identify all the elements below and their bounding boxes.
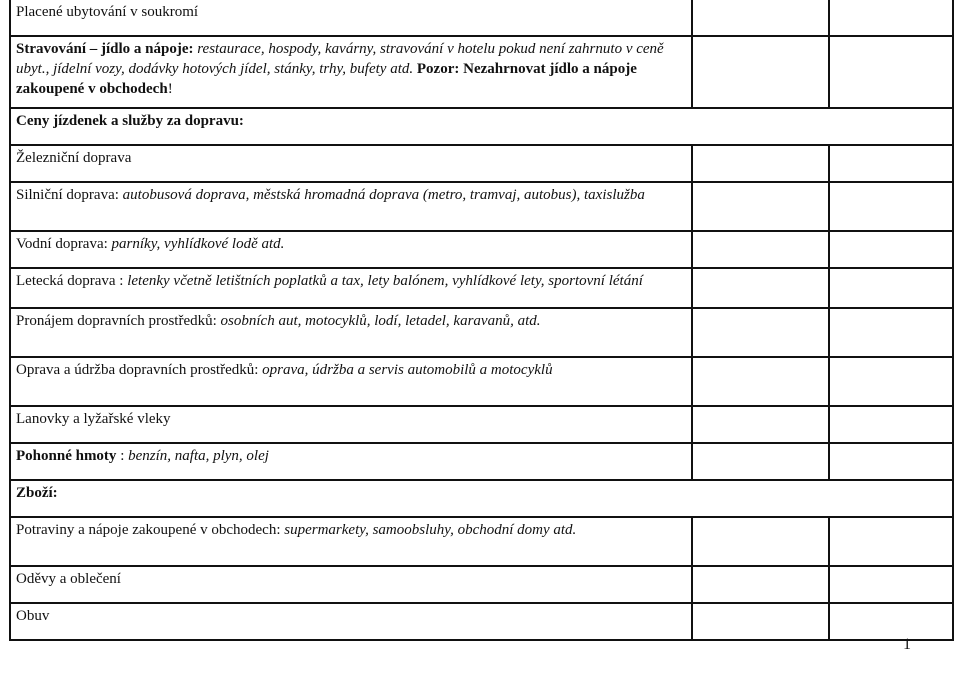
row-label-text: Pronájem dopravních prostředků: bbox=[16, 313, 217, 329]
row-label-text: Pohonné hmoty bbox=[16, 448, 117, 464]
row-label-clip bbox=[16, 271, 686, 305]
value-cell-1[interactable] bbox=[692, 36, 829, 108]
value-cell-1[interactable] bbox=[692, 145, 829, 182]
value-cell-1[interactable] bbox=[692, 603, 829, 640]
section-header-text: Ceny jízdenek a služby za dopravu: bbox=[16, 113, 244, 129]
value-cell-2[interactable] bbox=[829, 517, 953, 566]
table-row bbox=[10, 145, 953, 182]
page-number: 1 bbox=[903, 636, 911, 653]
row-examples-text: parníky, vyhlídkové lodě atd. bbox=[107, 236, 285, 252]
value-cell-2[interactable] bbox=[829, 145, 953, 182]
value-cell-2[interactable] bbox=[829, 603, 953, 640]
table-row bbox=[10, 0, 953, 36]
row-label-pohonne-hmoty bbox=[10, 443, 692, 480]
row-examples-text: letenky včetně letištních poplatků a tax, lety balónem, vyhlídkové lety, sportovní létání bbox=[123, 273, 643, 289]
survey-sheet bbox=[9, 0, 952, 641]
row-examples-text: oprava, údržba a servis automobilů a motocyklů bbox=[258, 362, 553, 378]
value-cell-1[interactable] bbox=[692, 268, 829, 308]
row-examples-text: osobních aut, motocyklů, lodí, letadel, karavanů, atd. bbox=[216, 313, 541, 329]
value-cell-1[interactable] bbox=[692, 566, 829, 603]
row-label-text: Železniční doprava bbox=[16, 150, 132, 166]
row-label-text: Placené ubytování v soukromí bbox=[16, 4, 199, 20]
row-label-pronajem bbox=[10, 308, 692, 357]
section-header-zbozi bbox=[10, 480, 953, 517]
value-cell-2[interactable] bbox=[829, 357, 953, 406]
row-examples-text: restaurace, hospody, kavárny, stravování v hotelu pokud není zahrnuto v ceně ubyt., jídelní vozy, dodávky hotových jídel, stánky, trhy, bufety atd. bbox=[16, 41, 664, 77]
row-label-stravovani bbox=[10, 36, 692, 108]
row-label-text: Silniční doprava: bbox=[16, 187, 119, 203]
section-header-text: Zboží: bbox=[16, 485, 58, 501]
row-label-odevy bbox=[10, 566, 692, 603]
value-cell-2[interactable] bbox=[829, 566, 953, 603]
row-examples-text: supermarkety, samoobsluhy, obchodní domy atd. bbox=[280, 522, 577, 538]
section-header-row bbox=[10, 480, 953, 517]
row-label-text: Obuv bbox=[16, 608, 50, 624]
row-label-potraviny bbox=[10, 517, 692, 566]
table-row bbox=[10, 308, 953, 357]
value-cell-1[interactable] bbox=[692, 357, 829, 406]
table-row bbox=[10, 357, 953, 406]
table-row bbox=[10, 603, 953, 640]
row-label-text: Oděvy a oblečení bbox=[16, 571, 121, 587]
row-examples-text: autobusová doprava, městská hromadná doprava (metro, tramvaj, autobus), taxislužba bbox=[118, 187, 645, 203]
value-cell-2[interactable] bbox=[829, 443, 953, 480]
table-row bbox=[10, 268, 953, 308]
row-label-letecka-doprava bbox=[10, 268, 692, 308]
table-row bbox=[10, 182, 953, 231]
value-cell-1[interactable] bbox=[692, 0, 829, 36]
row-label-zeleznicni-doprava bbox=[10, 145, 692, 182]
expense-table bbox=[9, 0, 954, 641]
table-row bbox=[10, 443, 953, 480]
row-label-obuv bbox=[10, 603, 692, 640]
value-cell-2[interactable] bbox=[829, 36, 953, 108]
section-header-ceny-jizdenek bbox=[10, 108, 953, 145]
value-cell-1[interactable] bbox=[692, 406, 829, 443]
table-row bbox=[10, 406, 953, 443]
row-label-text: Potraviny a nápoje zakoupené v obchodech: bbox=[16, 522, 281, 538]
table-row bbox=[10, 517, 953, 566]
table-row bbox=[10, 36, 953, 108]
value-cell-2[interactable] bbox=[829, 268, 953, 308]
row-label-vodni-doprava bbox=[10, 231, 692, 268]
value-cell-2[interactable] bbox=[829, 308, 953, 357]
value-cell-1[interactable] bbox=[692, 182, 829, 231]
row-examples-text: benzín, nafta, plyn, olej bbox=[128, 448, 269, 464]
row-label-oprava-udrzba bbox=[10, 357, 692, 406]
row-label-text: Stravování – jídlo a nápoje: bbox=[16, 41, 194, 57]
value-cell-1[interactable] bbox=[692, 443, 829, 480]
row-label-text: Letecká doprava : bbox=[16, 273, 124, 289]
warning-label: Pozor: bbox=[413, 61, 460, 77]
table-row bbox=[10, 231, 953, 268]
row-label-text: Oprava a údržba dopravních prostředků: bbox=[16, 362, 259, 378]
warning-end: ! bbox=[167, 81, 173, 97]
value-cell-2[interactable] bbox=[829, 231, 953, 268]
row-label-lanovky bbox=[10, 406, 692, 443]
row-label-placene-ubytovani bbox=[10, 0, 692, 36]
section-header-row bbox=[10, 108, 953, 145]
row-label-text: Vodní doprava: bbox=[16, 236, 108, 252]
value-cell-2[interactable] bbox=[829, 182, 953, 231]
table-row bbox=[10, 566, 953, 603]
warning-text: Nezahrnovat jídlo a nápoje zakoupené v obchodech bbox=[16, 61, 637, 97]
row-label-text: Lanovky a lyžařské vleky bbox=[16, 411, 171, 427]
value-cell-1[interactable] bbox=[692, 517, 829, 566]
value-cell-1[interactable] bbox=[692, 231, 829, 268]
value-cell-2[interactable] bbox=[829, 0, 953, 36]
value-cell-1[interactable] bbox=[692, 308, 829, 357]
row-label-silnicni-doprava bbox=[10, 182, 692, 231]
row-examples-prefix: : bbox=[116, 448, 129, 464]
value-cell-2[interactable] bbox=[829, 406, 953, 443]
